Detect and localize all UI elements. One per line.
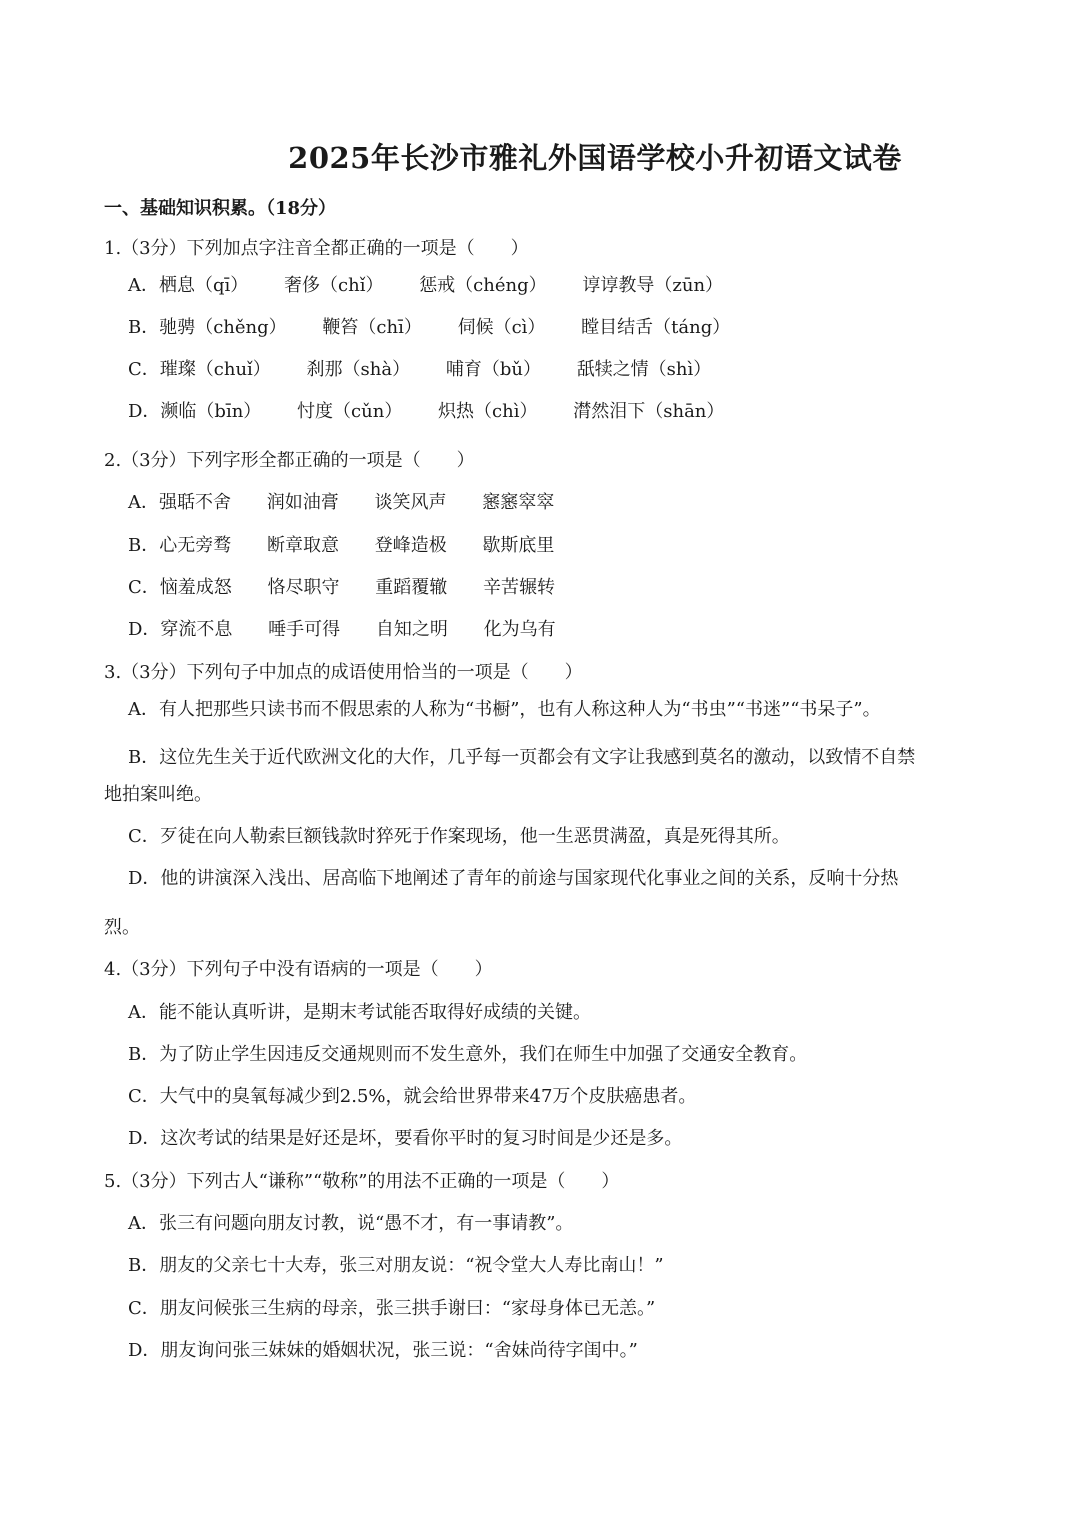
q1-d-1: D．濒临（bīn）: [128, 401, 262, 422]
q2-c-1: C．恼羞成怒: [128, 577, 232, 598]
q2-option-c: [128, 576, 555, 600]
q3-option-d-line2: 烈。: [104, 917, 140, 938]
section-heading: 一、基础知识积累。（18分）: [104, 198, 337, 219]
q2-a-4: 窸窸窣窣: [482, 492, 555, 513]
q1-c-2: 刹那（shà）: [306, 359, 411, 380]
q5-stem: 5.（3分）下列古人“谦称”“敬称”的用法不正确的一项是（ ）: [104, 1171, 620, 1192]
q1-c-4: 舐犊之情（shì）: [576, 359, 712, 380]
q2-d-4: 化为乌有: [483, 619, 556, 640]
q2-a-3: 谈笑风声: [374, 492, 447, 513]
q5-option-b: B．朋友的父亲七十大寿，张三对朋友说：“祝令堂大人寿比南山！”: [128, 1255, 664, 1276]
q4-option-d: D．这次考试的结果是好还是坏，要看你平时的复习时间是少还是多。: [128, 1128, 683, 1149]
q1-stem: 1.（3分）下列加点字注音全都正确的一项是（ ）: [104, 238, 529, 259]
q2-b-1: B．心无旁骛: [128, 535, 232, 556]
q3-option-d-line1: D．他的讲演深入浅出、居高临下地阐述了青年的前途与国家现代化事业之间的关系，反响十分热: [128, 868, 899, 889]
q3-option-a: A．有人把那些只读书而不假思索的人称为“书橱”，也有人称这种人为“书虫”“书迷”“书呆子”。: [128, 699, 881, 720]
q2-c-4: 辛苦辗转: [482, 577, 555, 598]
q5-option-d: D．朋友询问张三妹妹的婚姻状况，张三说：“舍妹尚待字闺中。”: [128, 1340, 638, 1361]
q1-c-1: C．璀璨（chuǐ）: [128, 359, 271, 380]
q4-option-b: B．为了防止学生因违反交通规则而不发生意外，我们在师生中加强了交通安全教育。: [128, 1044, 808, 1065]
q1-a-2: 奢侈（chǐ）: [284, 275, 384, 296]
q2-c-2: 恪尽职守: [267, 577, 340, 598]
q1-b-1: B．驰骋（chěng）: [128, 317, 287, 338]
q2-a-1: A．强聒不舍: [128, 492, 231, 513]
q2-d-3: 自知之明: [375, 619, 448, 640]
q1-option-d: [128, 400, 724, 424]
q1-c-3: 哺育（bǔ）: [445, 359, 541, 380]
q1-b-4: 瞠目结舌（táng）: [581, 317, 731, 338]
q1-option-a: [128, 274, 723, 298]
exam-title: 2025年长沙市雅礼外国语学校小升初语文试卷: [288, 141, 902, 175]
q2-a-2: 润如油膏: [266, 492, 339, 513]
q5-option-c: C．朋友问候张三生病的母亲，张三拱手谢曰：“家母身体已无恙。”: [128, 1298, 656, 1319]
q3-stem: 3.（3分）下列句子中加点的成语使用恰当的一项是（ ）: [104, 662, 583, 683]
q3-option-b-line1: B．这位先生关于近代欧洲文化的大作，几乎每一页都会有文字让我感到莫名的激动，以致情不自禁: [128, 747, 916, 768]
q1-d-2: 忖度（cǔn）: [297, 401, 403, 422]
q2-option-a: [128, 491, 554, 515]
q2-stem: 2.（3分）下列字形全都正确的一项是（ ）: [104, 450, 475, 471]
q3-option-c: C．歹徒在向人勒索巨额钱款时猝死于作案现场，他一生恶贯满盈，真是死得其所。: [128, 826, 790, 847]
q1-option-b: [128, 316, 730, 340]
q1-a-4: 谆谆教导（zūn）: [582, 275, 724, 296]
q4-option-a: A．能不能认真听讲，是期末考试能否取得好成绩的关键。: [128, 1002, 591, 1023]
q1-option-c: [128, 358, 711, 382]
q2-option-d: [128, 618, 556, 642]
q1-d-3: 炽热（chì）: [438, 401, 538, 422]
q2-d-2: 唾手可得: [268, 619, 341, 640]
q1-b-2: 鞭笞（chī）: [322, 317, 422, 338]
q1-d-4: 潸然泪下（shān）: [573, 401, 725, 422]
q3-option-b-line2: 地拍案叫绝。: [104, 784, 212, 805]
q5-option-a: A．张三有问题向朋友讨教，说“愚不才，有一事请教”。: [128, 1213, 574, 1234]
q2-d-1: D．穿流不息: [128, 619, 233, 640]
q2-c-3: 重蹈覆辙: [375, 577, 448, 598]
q1-a-1: A．栖息（qī）: [128, 275, 249, 296]
q2-b-3: 登峰造极: [374, 535, 447, 556]
q2-b-4: 歇斯底里: [482, 535, 555, 556]
q4-stem: 4.（3分）下列句子中没有语病的一项是（ ）: [104, 959, 493, 980]
q2-b-2: 断章取意: [266, 535, 339, 556]
q2-option-b: [128, 534, 554, 558]
q1-a-3: 惩戒（chéng）: [419, 275, 547, 296]
q4-option-c: C．大气中的臭氧每减少到2.5%，就会给世界带来47万个皮肤癌患者。: [128, 1086, 697, 1107]
q1-b-3: 伺候（cì）: [457, 317, 546, 338]
